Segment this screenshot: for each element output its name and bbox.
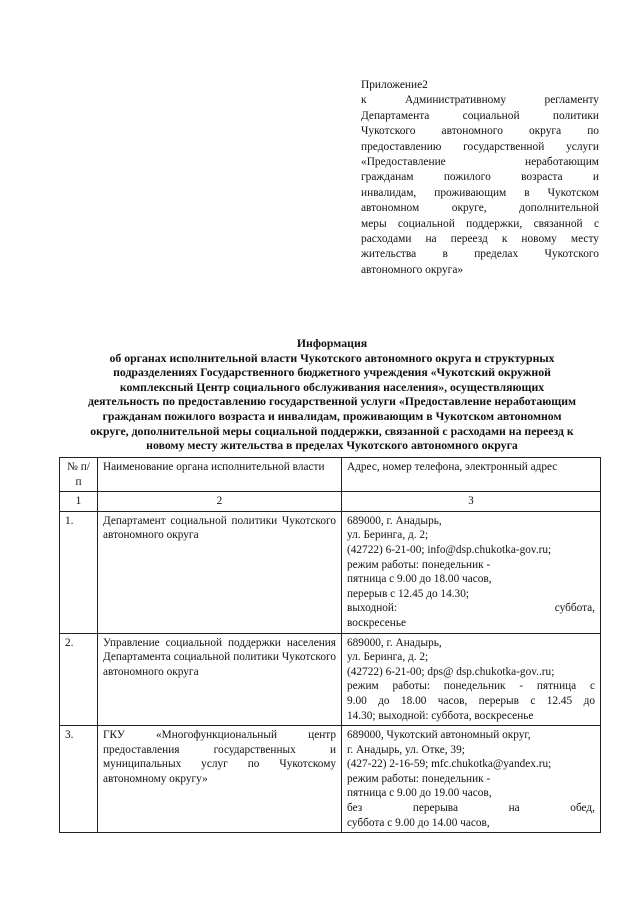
- appendix-line: меры социальной поддержки, связанной с: [361, 217, 599, 230]
- address-line: перерыв с 12.45 до 14.30;: [347, 587, 469, 600]
- table-row: [60, 511, 601, 633]
- appendix-line: Чукотского автономного округа по: [361, 125, 599, 138]
- appendix-line: жительства в пределах Чукотского: [361, 248, 599, 261]
- address-line: режим работы: понедельник -: [347, 558, 491, 571]
- row-num: 1.: [60, 511, 98, 633]
- title-line: подразделениях Государственного бюджетного учреждения «Чукотский окружной: [113, 365, 551, 380]
- address-line: 689000, Чукотский автономный округ,: [347, 729, 531, 742]
- address-line: 689000, г. Анадырь,: [347, 636, 442, 649]
- address-line: ул. Беринга, д. 2;: [347, 651, 429, 664]
- address-line: без перерыва на обед,: [347, 802, 595, 815]
- address-line: режим работы: понедельник -: [347, 772, 491, 785]
- appendix-line: гражданам пожилого возраста и: [361, 171, 599, 184]
- col-number: 1: [60, 492, 98, 512]
- address-line: (42722) 6-21-00; dps@ dsp.chukotka-gov..ru;: [347, 665, 555, 678]
- address-line: 689000, г. Анадырь,: [347, 514, 442, 527]
- title-heading: Информация: [296, 336, 368, 350]
- col-number: 3: [342, 492, 601, 512]
- row-name: ГКУ «Многофункциональный центр предоставления государственных и муниципальных услуг по Чукотскому автономному округу»: [98, 726, 342, 833]
- address-line: г. Анадырь, ул. Отке, 39;: [347, 743, 465, 756]
- appendix-line: Приложение2: [361, 79, 428, 91]
- address-line: ул. Беринга, д. 2;: [347, 529, 429, 542]
- address-line: суббота с 9.00 до 14.00 часов,: [347, 816, 490, 829]
- appendix-line: расходами на переезд к новому месту: [361, 233, 599, 246]
- title-line: новому месту жительства в пределах Чукотского автономного округа: [146, 438, 518, 453]
- table-row: [60, 726, 601, 833]
- title-line: комплексный Центр социального обслуживания населения», осуществляющих: [119, 379, 545, 394]
- appendix-line: автономного округа»: [361, 263, 464, 276]
- column-number-row: [60, 492, 601, 512]
- row-num: 3.: [60, 726, 98, 833]
- appendix-line: автономном округе, дополнительной: [361, 202, 599, 215]
- address-line: 9.00 до 18.00 часов, перерыв с 12.45 до: [347, 694, 595, 707]
- table-header-row: [60, 458, 601, 492]
- address-line: пятница с 9.00 до 19.00 часов,: [347, 787, 492, 800]
- appendix-line: инвалидам, проживающим в Чукотском: [361, 186, 599, 199]
- col-number: 2: [98, 492, 342, 512]
- appendix-line: «Предоставление неработающим: [361, 156, 599, 169]
- row-address: [342, 511, 601, 633]
- title-line: об органах исполнительной власти Чукотского автономного округа и структурных: [109, 350, 555, 365]
- title-line: деятельность по предоставлению государственной услуги «Предоставление неработающим: [87, 394, 577, 409]
- header-name: Наименование органа исполнительной власти: [98, 458, 342, 492]
- address-line: пятница с 9.00 до 18.00 часов,: [347, 573, 492, 586]
- appendix-block: [361, 78, 599, 278]
- title-line: округе, дополнительной меры социальной поддержки, связанной с расходами на переезд к: [90, 423, 574, 438]
- appendix-line: к Административному регламенту: [361, 94, 599, 107]
- address-line: воскресенье: [347, 616, 407, 629]
- document-title: [58, 336, 606, 453]
- address-line: (427-22) 2-16-59; mfc.chukotka@yandex.ru;: [347, 758, 552, 771]
- address-line: (42722) 6-21-00; info@dsp.chukotka-gov.ru;: [347, 543, 552, 556]
- appendix-line: Департамента социальной политики: [361, 109, 599, 122]
- row-name: Управление социальной поддержки населения Департамента социальной политики Чукотского автономного округа: [98, 633, 342, 726]
- address-line: выходной: суббота,: [347, 602, 595, 615]
- address-line: режим работы: понедельник - пятница с: [347, 680, 595, 693]
- row-name: Департамент социальной политики Чукотского автономного округа: [98, 511, 342, 633]
- row-address: [342, 633, 601, 726]
- header-address: Адрес, номер телефона, электронный адрес: [342, 458, 601, 492]
- appendix-line: предоставлению государственной услуги: [361, 140, 599, 153]
- row-address: [342, 726, 601, 833]
- table-row: [60, 633, 601, 726]
- title-line: гражданам пожилого возраста и инвалидам, проживающим в Чукотском автономном: [102, 408, 562, 423]
- row-num: 2.: [60, 633, 98, 726]
- header-num: № п/п: [60, 458, 98, 492]
- address-line: 14.30; выходной: суббота, воскресенье: [347, 709, 534, 722]
- organizations-table: [59, 457, 601, 833]
